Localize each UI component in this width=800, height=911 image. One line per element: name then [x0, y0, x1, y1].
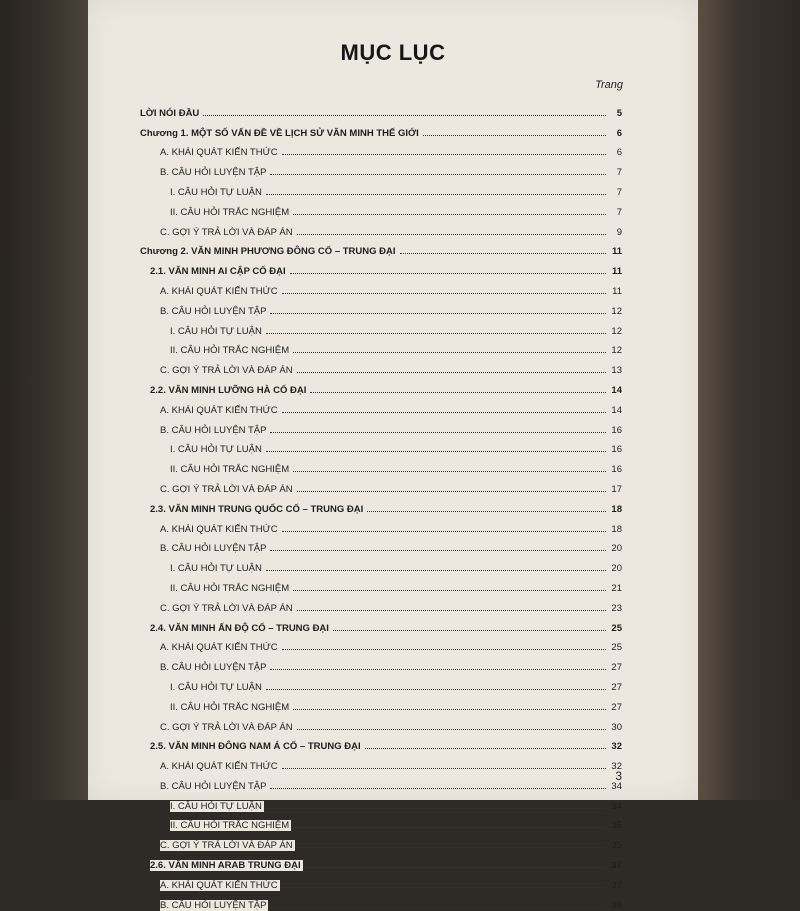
toc-entry-page: 17	[611, 483, 622, 495]
toc-entry-title: A. KHÁI QUÁT KIẾN THỨC	[160, 642, 278, 654]
toc-entry-page: 12	[611, 325, 622, 337]
toc-entry	[140, 317, 622, 337]
dot-leader	[293, 352, 606, 353]
table-of-contents	[140, 99, 622, 911]
dot-leader	[282, 531, 606, 532]
page-title: MỤC LỤC	[340, 40, 446, 65]
toc-entry	[140, 713, 622, 733]
dot-leader	[270, 432, 606, 433]
toc-entry-page: 6	[616, 147, 622, 159]
toc-entry-page: 35	[611, 820, 622, 832]
dot-leader	[270, 550, 606, 551]
toc-entry	[140, 178, 622, 198]
dot-leader	[266, 194, 606, 195]
toc-entry-page: 18	[611, 503, 622, 515]
toc-entry	[140, 158, 622, 178]
toc-entry	[140, 733, 622, 753]
toc-entry-title: II. CÂU HỎI TRẮC NGHIỆM	[170, 820, 290, 832]
toc-entry	[140, 554, 622, 574]
toc-entry-title: II. CÂU HỎI TRẮC NGHIỆM	[170, 582, 290, 594]
toc-entry-page: 35	[611, 840, 622, 852]
toc-entry-page: 7	[616, 206, 622, 218]
toc-entry	[140, 515, 622, 535]
toc-entry	[140, 475, 622, 495]
toc-entry-title: Chương 1. MỘT SỐ VẤN ĐỀ VỀ LỊCH SỬ VĂN MINH THẾ GIỚI	[140, 127, 419, 139]
toc-entry	[140, 396, 622, 416]
toc-entry-page: 18	[611, 523, 622, 535]
toc-entry	[140, 99, 622, 119]
dot-leader	[293, 214, 606, 215]
dot-leader	[203, 115, 606, 116]
toc-entry-title: Chương 2. VĂN MINH PHƯƠNG ĐÔNG CỔ – TRUNG ĐẠI	[140, 246, 396, 258]
toc-entry	[140, 831, 622, 851]
dot-leader	[293, 471, 606, 472]
toc-entry-page: 25	[611, 642, 622, 654]
toc-entry-page: 5	[616, 107, 622, 119]
dot-leader	[266, 689, 606, 690]
toc-entry	[140, 257, 622, 277]
toc-entry-title: A. KHÁI QUÁT KIẾN THỨC	[160, 879, 278, 891]
toc-entry	[140, 752, 622, 772]
toc-entry-page: 16	[611, 424, 622, 436]
page-column-header: Trang	[595, 79, 623, 91]
toc-entry-page: 34	[611, 800, 622, 812]
toc-entry	[140, 792, 622, 812]
dot-leader	[266, 333, 606, 334]
toc-entry-title: B. CÂU HỎI LUYỆN TẬP	[160, 424, 267, 436]
toc-entry	[140, 574, 622, 594]
toc-entry	[140, 297, 622, 317]
toc-entry	[140, 634, 622, 654]
toc-entry-title: I. CÂU HỎI TỰ LUẬN	[170, 563, 262, 575]
toc-entry-page: 30	[611, 721, 622, 733]
toc-entry-page: 38	[611, 899, 622, 911]
dot-leader	[266, 451, 606, 452]
toc-entry-title: 2.1. VĂN MINH AI CẬP CỔ ĐẠI	[150, 266, 286, 278]
dot-leader	[310, 392, 606, 393]
toc-entry-title: II. CÂU HỎI TRẮC NGHIỆM	[170, 345, 290, 357]
toc-entry-page: 7	[616, 167, 622, 179]
toc-entry-title: C. GỢI Ý TRẢ LỜI VÀ ĐÁP ÁN	[160, 602, 293, 614]
toc-entry-title: 2.3. VĂN MINH TRUNG QUỐC CỔ – TRUNG ĐẠI	[150, 503, 364, 515]
dot-leader	[297, 372, 606, 373]
toc-entry	[140, 238, 622, 258]
toc-entry-title: 2.4. VĂN MINH ẤN ĐỘ CỔ – TRUNG ĐẠI	[150, 622, 329, 634]
dot-leader	[270, 907, 606, 908]
toc-entry	[140, 614, 622, 634]
book-page	[88, 0, 698, 911]
toc-entry	[140, 416, 622, 436]
dot-leader	[297, 847, 606, 848]
toc-entry-title: I. CÂU HỎI TỰ LUẬN	[170, 800, 262, 812]
toc-entry	[140, 851, 622, 871]
dot-leader	[290, 273, 606, 274]
toc-entry	[140, 198, 622, 218]
dot-leader	[270, 174, 606, 175]
toc-entry-title: A. KHÁI QUÁT KIẾN THỨC	[160, 761, 278, 773]
background-left	[0, 0, 88, 800]
toc-entry	[140, 535, 622, 555]
dot-leader	[365, 748, 606, 749]
dot-leader	[293, 709, 606, 710]
toc-entry-title: B. CÂU HỎI LUYỆN TẬP	[160, 167, 267, 179]
toc-entry	[140, 495, 622, 515]
toc-entry-page: 27	[611, 701, 622, 713]
toc-entry-page: 13	[611, 365, 622, 377]
dot-leader	[297, 610, 606, 611]
toc-entry	[140, 812, 622, 832]
dot-leader	[293, 827, 606, 828]
toc-entry-title: A. KHÁI QUÁT KIẾN THỨC	[160, 285, 278, 297]
toc-entry	[140, 356, 622, 376]
dot-leader	[266, 570, 606, 571]
toc-entry-page: 12	[611, 345, 622, 357]
page-number: 3	[615, 769, 622, 783]
toc-entry-page: 20	[611, 563, 622, 575]
dot-leader	[297, 729, 606, 730]
dot-leader	[333, 630, 606, 631]
toc-entry-title: C. GỢI Ý TRẢ LỜI VÀ ĐÁP ÁN	[160, 840, 293, 852]
toc-entry	[140, 119, 622, 139]
toc-entry-title: A. KHÁI QUÁT KIẾN THỨC	[160, 404, 278, 416]
toc-entry	[140, 455, 622, 475]
toc-entry-page: 6	[616, 127, 622, 139]
dot-leader	[282, 293, 606, 294]
toc-entry-page: 32	[611, 761, 622, 773]
toc-entry	[140, 218, 622, 238]
toc-entry-page: 27	[611, 662, 622, 674]
toc-entry-page: 34	[611, 780, 622, 792]
dot-leader	[270, 788, 606, 789]
toc-entry-page: 32	[611, 741, 622, 753]
toc-entry-page: 16	[611, 464, 622, 476]
dot-leader	[282, 768, 606, 769]
toc-entry	[140, 436, 622, 456]
dot-leader	[297, 491, 606, 492]
toc-entry-title: B. CÂU HỎI LUYỆN TẬP	[160, 305, 267, 317]
toc-entry	[140, 376, 622, 396]
toc-entry	[140, 139, 622, 159]
toc-entry-title: I. CÂU HỎI TỰ LUẬN	[170, 325, 262, 337]
toc-entry-page: 25	[611, 622, 622, 634]
toc-entry-title: LỜI NÓI ĐẦU	[140, 107, 200, 119]
dot-leader	[293, 590, 606, 591]
toc-entry-page: 23	[611, 602, 622, 614]
dot-leader	[270, 669, 606, 670]
toc-entry-page: 14	[611, 404, 622, 416]
toc-entry-page: 9	[616, 226, 622, 238]
dot-leader	[423, 135, 606, 136]
toc-entry-page: 21	[611, 582, 622, 594]
toc-entry-page: 11	[611, 266, 622, 278]
toc-entry-title: B. CÂU HỎI LUYỆN TẬP	[160, 662, 267, 674]
toc-entry-title: B. CÂU HỎI LUYỆN TẬP	[160, 899, 267, 911]
dot-leader	[282, 154, 606, 155]
dot-leader	[270, 313, 606, 314]
toc-entry	[140, 277, 622, 297]
dot-leader	[266, 808, 606, 809]
toc-entry-title: I. CÂU HỎI TỰ LUẬN	[170, 444, 262, 456]
dot-leader	[297, 234, 606, 235]
toc-entry	[140, 891, 622, 911]
toc-entry-title: I. CÂU HỎI TỰ LUẬN	[170, 186, 262, 198]
toc-entry	[140, 693, 622, 713]
toc-entry	[140, 871, 622, 891]
toc-entry-title: A. KHÁI QUÁT KIẾN THỨC	[160, 523, 278, 535]
toc-entry-page: 7	[616, 186, 622, 198]
toc-entry	[140, 772, 622, 792]
toc-entry-page: 37	[611, 860, 622, 872]
toc-entry-page: 16	[611, 444, 622, 456]
toc-entry-title: C. GỢI Ý TRẢ LỜI VÀ ĐÁP ÁN	[160, 226, 293, 238]
toc-entry-title: 2.2. VĂN MINH LƯỠNG HÀ CỔ ĐẠI	[150, 384, 307, 396]
toc-entry-page: 37	[611, 879, 622, 891]
toc-entry-title: 2.6. VĂN MINH ARAB TRUNG ĐẠI	[150, 860, 301, 872]
dot-leader	[367, 511, 606, 512]
toc-entry-title: II. CÂU HỎI TRẮC NGHIỆM	[170, 701, 290, 713]
toc-entry-title: II. CÂU HỎI TRẮC NGHIỆM	[170, 206, 290, 218]
toc-entry-title: I. CÂU HỎI TỰ LUẬN	[170, 681, 262, 693]
toc-entry-title: B. CÂU HỎI LUYỆN TẬP	[160, 543, 267, 555]
toc-entry-page: 14	[611, 384, 622, 396]
background-right	[698, 0, 800, 800]
dot-leader	[282, 887, 606, 888]
toc-entry	[140, 653, 622, 673]
toc-entry-title: 2.5. VĂN MINH ĐÔNG NAM Á CỔ – TRUNG ĐẠI	[150, 741, 361, 753]
toc-entry-title: A. KHÁI QUÁT KIẾN THỨC	[160, 147, 278, 159]
toc-entry-page: 11	[612, 285, 622, 297]
toc-entry	[140, 673, 622, 693]
toc-entry-title: C. GỢI Ý TRẢ LỜI VÀ ĐÁP ÁN	[160, 483, 293, 495]
toc-entry-page: 27	[611, 681, 622, 693]
dot-leader	[282, 412, 606, 413]
toc-entry-title: II. CÂU HỎI TRẮC NGHIỆM	[170, 464, 290, 476]
toc-entry-page: 11	[611, 246, 622, 258]
dot-leader	[282, 649, 606, 650]
toc-entry	[140, 594, 622, 614]
toc-entry	[140, 337, 622, 357]
toc-entry-title: C. GỢI Ý TRẢ LỜI VÀ ĐÁP ÁN	[160, 721, 293, 733]
toc-entry-page: 20	[611, 543, 622, 555]
dot-leader	[400, 253, 606, 254]
toc-entry-page: 12	[611, 305, 622, 317]
toc-entry-title: B. CÂU HỎI LUYỆN TẬP	[160, 780, 267, 792]
toc-entry-title: C. GỢI Ý TRẢ LỜI VÀ ĐÁP ÁN	[160, 365, 293, 377]
dot-leader	[305, 867, 606, 868]
